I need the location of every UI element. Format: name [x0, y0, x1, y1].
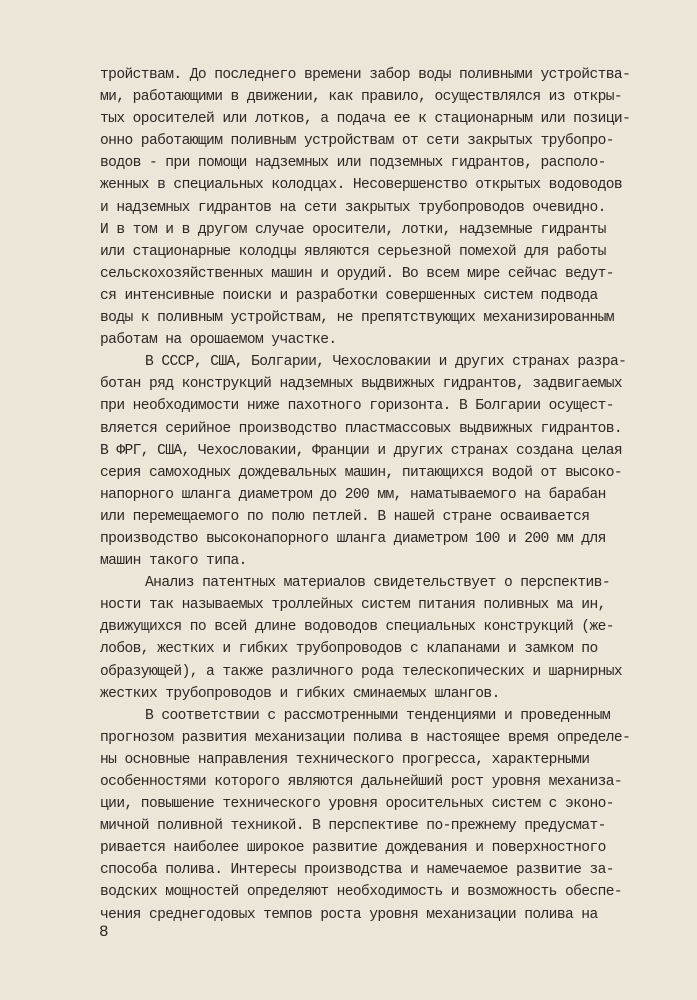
text-line: лобов, жестких и гибких трубопроводов с клапанами и замком по	[100, 641, 598, 658]
text-line: работам на орошаемом участке.	[100, 332, 337, 349]
text-line: ся интенсивные поиски и разработки совершенных систем подвода	[100, 287, 598, 304]
text-line: воды к поливным устройствам, не препятствующих механизированным	[100, 310, 614, 327]
text-line: особенностями которого являются дальнейший рост уровня механиза-	[100, 774, 623, 790]
text-line: В соответствии с рассмотренными тенденциями и проведенным	[145, 707, 610, 724]
text-line: жестких трубопроводов и гибких сминаемых шлангов.	[100, 685, 500, 702]
text-line: прогнозом развития механизации полива в настоящее время определе-	[100, 729, 631, 746]
text-line: или стационарные колодцы являются серьезной помехой для работы	[100, 243, 606, 260]
text-line: ны основные направления технического прогресса, характерными	[100, 751, 590, 768]
text-line: ности так называемых троллейных систем питания поливных ма ин,	[100, 597, 606, 614]
text-line: при необходимости ниже пахотного горизонта. В Болгарии осущест-	[100, 398, 614, 415]
text-line: В СССР, США, Болгарии, Чехословакии и других странах разра-	[145, 354, 627, 371]
text-line: онно работающим поливным устройствам от сети закрытых трубопро-	[100, 133, 614, 150]
page-number: 8	[99, 923, 109, 941]
text-line: ботан ряд конструкций надземных выдвижных гидрантов, задвигаемых	[100, 376, 623, 393]
body-text	[100, 64, 660, 926]
text-line: чения среднегодовых темпов роста уровня механизации полива на	[100, 906, 598, 923]
text-line: серия самоходных дождевальных машин, питающихся водой от высоко-	[100, 464, 623, 481]
text-line: водских мощностей определяют необходимость и возможность обеспе-	[100, 884, 623, 901]
text-line: тых оросителей или лотков, а подача ее к стационарным или позици-	[100, 111, 631, 128]
text-line: движущихся по всей длине водоводов специальных конструкций (же-	[100, 619, 614, 636]
text-line: В ФРГ, США, Чехословакии, Франции и других странах создана целая	[100, 442, 623, 459]
text-line: водов - при помощи надземных или подземных гидрантов, располо-	[100, 155, 606, 172]
text-line: ции, повышение технического уровня оросительных систем с эконо-	[100, 796, 614, 813]
text-line: способа полива. Интересы производства и намечаемое развитие за-	[100, 862, 614, 879]
text-line: машин такого типа.	[100, 553, 247, 570]
text-line: сельскохозяйственных машин и орудий. Во всем мире сейчас ведут-	[100, 265, 614, 282]
text-line: Анализ патентных материалов свидетельствует о перспектив-	[145, 575, 610, 592]
text-line: ми, работающими в движении, как правило, осуществлялся из откры-	[100, 89, 623, 106]
text-line: производство высоконапорного шланга диаметром 100 и 200 мм для	[100, 530, 606, 547]
text-line: ривается наиболее широкое развитие дождевания и поверхностного	[100, 840, 606, 857]
text-line: мичной поливной техникой. В перспективе по-прежнему предусмат-	[100, 818, 606, 835]
text-line: напорного шланга диаметром до 200 мм, наматываемого на барабан	[100, 486, 606, 503]
text-line: И в том и в другом случае оросители, лотки, надземные гидранты	[100, 221, 606, 238]
text-line: или перемещаемого по полю петлей. В нашей стране осваивается	[100, 508, 590, 525]
text-line: тройствам. До последнего времени забор воды поливными устройства-	[100, 67, 631, 83]
text-line: женных в специальных колодцах. Несовершенство открытых водоводов	[100, 177, 623, 194]
text-line: и надземных гидрантов на сети закрытых трубопроводов очевидно.	[100, 199, 606, 216]
text-line: вляется серийное производство пластмассовых выдвижных гидрантов.	[100, 420, 623, 437]
text-line: образующей), а также различного рода телескопических и шарнирных	[100, 663, 623, 680]
